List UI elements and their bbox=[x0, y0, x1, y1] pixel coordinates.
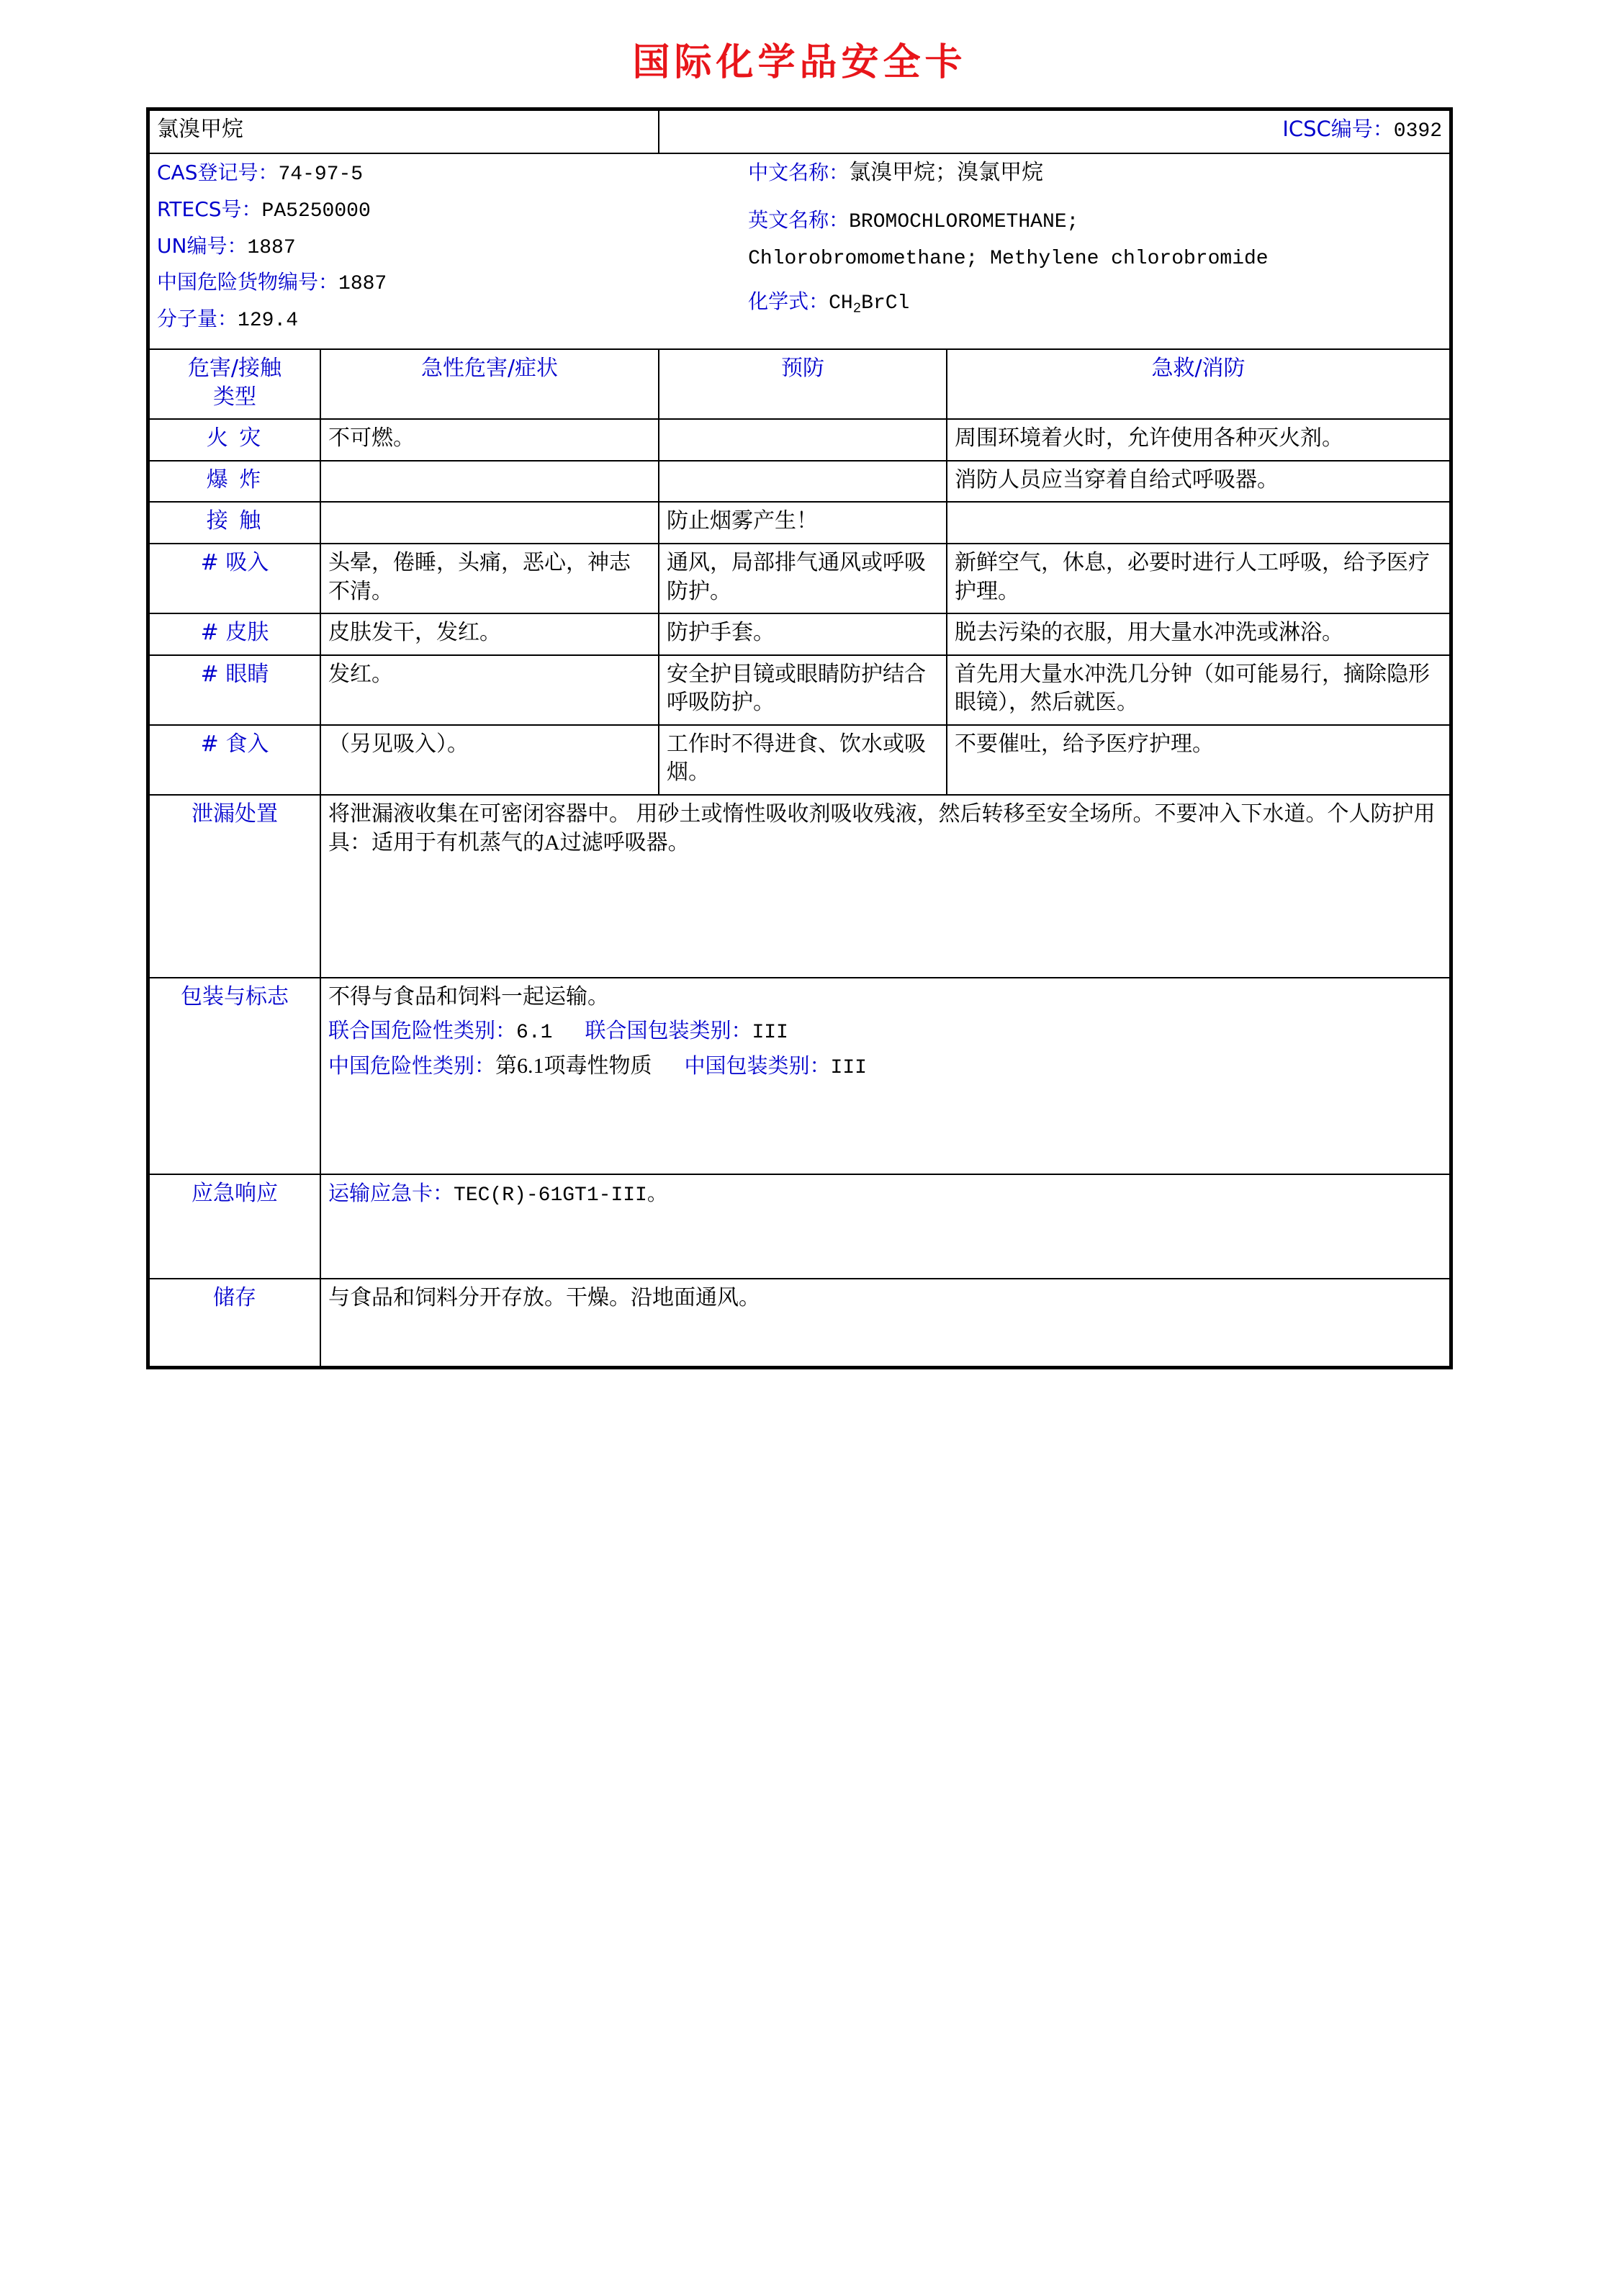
cn-pack-value: III bbox=[830, 1056, 867, 1079]
packaging-line1: 不得与食品和饲料一起运输。 bbox=[328, 985, 609, 1009]
table-row bbox=[149, 502, 1450, 544]
un-class-label: 联合国危险性类别： bbox=[328, 1017, 517, 1043]
formula-pre: CH bbox=[829, 292, 853, 315]
row-inhalation-acute: 头晕，倦睡，头痛，恶心，神志不清。 bbox=[320, 544, 659, 613]
un-label: UN编号： bbox=[157, 233, 248, 258]
col-header-type bbox=[149, 349, 320, 419]
row-exposure-prevention: 防止烟雾产生！ bbox=[659, 502, 947, 544]
col-header-type-line1: 危害/接触 bbox=[187, 355, 282, 381]
row-inhalation-firstaid: 新鲜空气，休息，必要时进行人工呼吸，给予医疗护理。 bbox=[947, 544, 1450, 613]
cas-line bbox=[157, 158, 748, 189]
section-label-packaging: 包装与标志 bbox=[149, 978, 320, 1174]
formula-value bbox=[829, 292, 909, 315]
identity-left bbox=[157, 158, 748, 341]
un-class-value: 6.1 bbox=[516, 1021, 553, 1044]
formula-sub: 2 bbox=[852, 300, 862, 317]
en-name-line bbox=[748, 206, 1442, 236]
row-exposure-acute bbox=[320, 502, 659, 544]
row-skin-acute: 皮肤发干，发红。 bbox=[320, 613, 659, 655]
cn-class-label: 中国危险性类别： bbox=[328, 1053, 496, 1078]
icsc-number-cell bbox=[659, 110, 1450, 153]
row-explosion-acute bbox=[320, 461, 659, 503]
row-fire-prevention bbox=[659, 419, 947, 461]
en-name-label: 英文名称： bbox=[748, 208, 850, 233]
page-title: 国际化学品安全卡 bbox=[632, 41, 967, 84]
un-value: 1887 bbox=[247, 236, 296, 259]
table-row bbox=[149, 419, 1450, 461]
identity-row bbox=[149, 153, 1450, 349]
un-line bbox=[157, 232, 748, 262]
identity-block bbox=[149, 153, 1450, 349]
formula-line bbox=[748, 287, 1442, 318]
row-fire-acute: 不可燃。 bbox=[320, 419, 659, 461]
cas-value: 74-97-5 bbox=[278, 163, 364, 186]
mw-line bbox=[157, 305, 748, 335]
row-label-exposure: 接 触 bbox=[149, 502, 320, 544]
mw-value: 129.4 bbox=[238, 310, 299, 333]
column-header-row bbox=[149, 349, 1450, 419]
row-explosion-firstaid: 消防人员应当穿着自给式呼吸器。 bbox=[947, 461, 1450, 503]
row-explosion-prevention bbox=[659, 461, 947, 503]
section-body-spill bbox=[320, 795, 1450, 978]
row-label-fire: 火 灾 bbox=[149, 419, 320, 461]
cn-danger-label: 中国危险货物编号： bbox=[157, 270, 339, 294]
table-row bbox=[149, 544, 1450, 613]
icsc-label: ICSC编号： bbox=[1282, 117, 1394, 141]
section-body-packaging bbox=[320, 978, 1450, 1174]
col-header-type-line2: 类型 bbox=[213, 384, 256, 410]
section-row-packaging bbox=[149, 978, 1450, 1174]
row-fire-firstaid: 周围环境着火时，允许使用各种灭火剂。 bbox=[947, 419, 1450, 461]
cn-pack-label: 中国包装类别： bbox=[684, 1053, 831, 1078]
rtecs-line bbox=[157, 195, 748, 225]
table-row bbox=[149, 461, 1450, 503]
row-inhalation-prevention: 通风，局部排气通风或呼吸防护。 bbox=[659, 544, 947, 613]
row-ingestion-acute: （另见吸入）。 bbox=[320, 725, 659, 795]
cn-name-value: 氯溴甲烷；溴氯甲烷 bbox=[849, 160, 1044, 184]
emergency-line bbox=[328, 1179, 1442, 1210]
substance-name: 氯溴甲烷 bbox=[149, 110, 659, 153]
cn-danger-value: 1887 bbox=[338, 273, 387, 296]
row-eyes-acute: 发红。 bbox=[320, 655, 659, 725]
cas-label: CAS登记号： bbox=[157, 160, 279, 184]
row-eyes-firstaid: 首先用大量水冲洗几分钟（如可能易行，摘除隐形眼镜），然后就医。 bbox=[947, 655, 1450, 725]
en-name-value2: Chlorobromomethane; Methylene chlorobromide bbox=[748, 248, 1269, 271]
section-body-storage bbox=[320, 1279, 1450, 1367]
section-row-emergency bbox=[149, 1174, 1450, 1279]
card-header-row bbox=[149, 110, 1450, 153]
row-label-explosion: 爆 炸 bbox=[149, 461, 320, 503]
rtecs-value: PA5250000 bbox=[261, 199, 371, 222]
cn-danger-line bbox=[157, 268, 748, 298]
packaging-line2 bbox=[328, 1017, 1442, 1047]
un-pack-value: III bbox=[752, 1021, 788, 1044]
icsc-value: 0392 bbox=[1393, 120, 1442, 143]
transport-card-label: 运输应急卡： bbox=[328, 1180, 454, 1205]
table-row bbox=[149, 613, 1450, 655]
section-label-emergency: 应急响应 bbox=[149, 1174, 320, 1279]
row-label-ingestion: # 食入 bbox=[149, 725, 320, 795]
section-body-emergency bbox=[320, 1174, 1450, 1279]
cn-class-value: 第6.1项毒性物质 bbox=[495, 1053, 652, 1078]
section-row-storage bbox=[149, 1279, 1450, 1367]
packaging-line3 bbox=[328, 1052, 1442, 1082]
en-name-value: BROMOCHLOROMETHANE; bbox=[849, 211, 1079, 234]
row-eyes-prevention: 安全护目镜或眼睛防护结合呼吸防护。 bbox=[659, 655, 947, 725]
un-pack-label: 联合国包装类别： bbox=[585, 1017, 752, 1043]
col-header-acute: 急性危害/症状 bbox=[320, 349, 659, 419]
row-exposure-firstaid bbox=[947, 502, 1450, 544]
col-header-prevention: 预防 bbox=[659, 349, 947, 419]
row-ingestion-prevention: 工作时不得进食、饮水或吸烟。 bbox=[659, 725, 947, 795]
row-label-inhalation: # 吸入 bbox=[149, 544, 320, 613]
row-ingestion-firstaid: 不要催吐，给予医疗护理。 bbox=[947, 725, 1450, 795]
rtecs-label: RTECS号： bbox=[157, 197, 262, 221]
row-label-eyes: # 眼睛 bbox=[149, 655, 320, 725]
table-row bbox=[149, 725, 1450, 795]
row-label-skin: # 皮肤 bbox=[149, 613, 320, 655]
en-name-line2 bbox=[748, 243, 1442, 273]
storage-text: 与食品和饲料分开存放。干燥。沿地面通风。 bbox=[328, 1285, 760, 1310]
table-row bbox=[149, 655, 1450, 725]
row-skin-prevention: 防护手套。 bbox=[659, 613, 947, 655]
formula-post: BrCl bbox=[861, 292, 910, 315]
safety-card-table bbox=[148, 109, 1451, 1367]
identity-right bbox=[748, 158, 1442, 341]
row-skin-firstaid: 脱去污染的衣服，用大量水冲洗或淋浴。 bbox=[947, 613, 1450, 655]
col-header-firstaid: 急救/消防 bbox=[947, 349, 1450, 419]
transport-card-value: TEC(R)-61GT1-III。 bbox=[454, 1184, 667, 1207]
cn-name-label: 中文名称： bbox=[748, 160, 850, 184]
mw-label: 分子量： bbox=[157, 307, 238, 331]
section-label-storage: 储存 bbox=[149, 1279, 320, 1367]
safety-card bbox=[146, 107, 1453, 1369]
formula-label: 化学式： bbox=[748, 289, 829, 314]
spill-text: 将泄漏液收集在可密闭容器中。 用砂土或惰性吸收剂吸收残液，然后转移至安全场所。不要冲入下水道。个人防护用具：适用于有机蒸气的A过滤呼吸器。 bbox=[328, 802, 1436, 855]
section-row-spill bbox=[149, 795, 1450, 978]
section-label-spill: 泄漏处置 bbox=[149, 795, 320, 978]
cn-name-line bbox=[748, 158, 1442, 188]
